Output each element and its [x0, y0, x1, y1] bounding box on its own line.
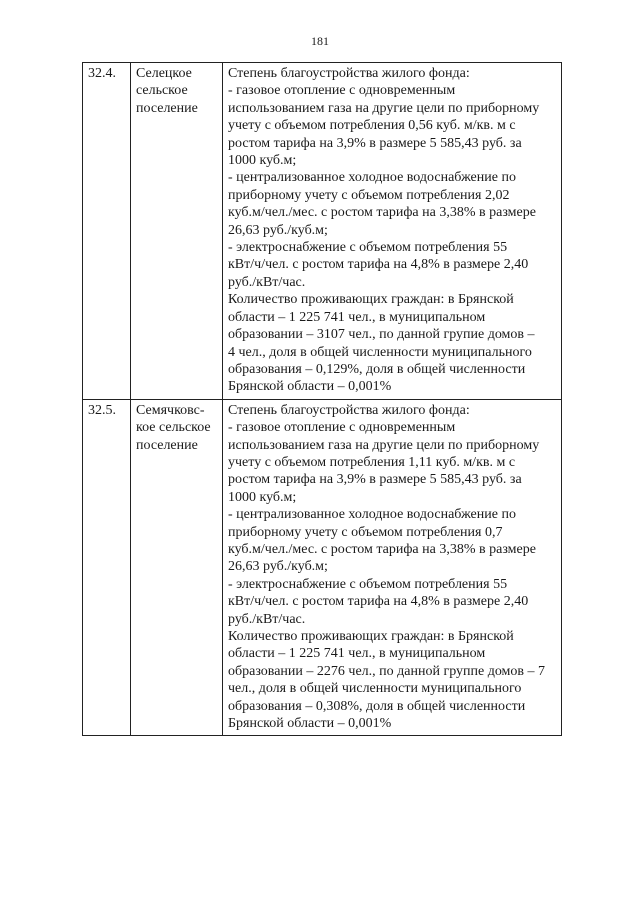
description-line: ростом тарифа на 3,9% в размере 5 585,43 руб. за	[228, 472, 522, 488]
description-line: кВт/ч/чел. с ростом тарифа на 4,8% в размере 2,40	[228, 594, 529, 610]
settlements-table	[82, 62, 562, 736]
description-line: области – 1 225 741 чел., в муниципальном	[228, 309, 486, 325]
row-number: 32.5.	[88, 402, 116, 418]
description-line: области – 1 225 741 чел., в муниципальном	[228, 646, 486, 662]
description-line: - газовое отопление с одновременным	[228, 83, 456, 99]
description-line: 26,63 руб./куб.м;	[228, 222, 328, 238]
settlement-name-line: поселение	[136, 100, 198, 116]
description-line: куб.м/чел./мес. с ростом тарифа на 3,38% в размере	[228, 205, 536, 221]
row-number-cell	[83, 63, 131, 400]
settlement-name-cell	[131, 63, 223, 400]
settlement-name-line: Селецкое	[136, 66, 192, 81]
description-line: Брянской области – 0,001%	[228, 379, 392, 395]
settlement-name-line: сельское	[136, 83, 188, 99]
description-line: образовании – 2276 чел., по данной группе домов – 7	[228, 663, 546, 679]
description-line: Количество проживающих граждан: в Брянской	[228, 292, 514, 308]
description-line: 1000 куб.м;	[228, 489, 297, 505]
description-line: 1000 куб.м;	[228, 153, 297, 169]
description-line: кВт/ч/чел. с ростом тарифа на 4,8% в размере 2,40	[228, 257, 529, 273]
description-line: 26,63 руб./куб.м;	[228, 559, 328, 575]
description-line: образования – 0,129%, доля в общей численности	[228, 361, 526, 377]
description-line: приборному учету с объемом потребления 2,02	[228, 187, 510, 203]
description-line: 4 чел., доля в общей численности муниципального	[228, 344, 532, 360]
description-line: использованием газа на другие цели по приборному	[228, 437, 540, 453]
description-line: чел., доля в общей численности муниципального	[228, 681, 522, 697]
description-line: руб./кВт/час.	[228, 611, 306, 627]
row-number-cell	[83, 399, 131, 736]
description-line: приборному учету с объемом потребления 0,7	[228, 524, 503, 540]
settlement-name-line: Семячковс-	[136, 402, 205, 418]
table-row	[83, 63, 562, 400]
page-number: 181	[311, 34, 329, 48]
description-line: Брянской области – 0,001%	[228, 716, 392, 732]
description-line: - газовое отопление с одновременным	[228, 420, 456, 436]
description-line: куб.м/чел./мес. с ростом тарифа на 3,38% в размере	[228, 541, 536, 557]
row-number: 32.4.	[88, 66, 116, 81]
table-row	[83, 399, 562, 736]
table-body	[83, 63, 562, 736]
settlement-name-line: поселение	[136, 437, 198, 453]
description-line: образовании – 3107 чел., по данной групие домов –	[228, 327, 535, 343]
description-line: - централизованное холодное водоснабжение по	[228, 170, 516, 186]
settlement-name-line: кое сельское	[136, 420, 211, 436]
description-line: учету с объемом потребления 1,11 куб. м/кв. м с	[228, 454, 516, 470]
housing-description-cell	[223, 63, 562, 400]
description-line: ростом тарифа на 3,9% в размере 5 585,43 руб. за	[228, 135, 522, 151]
description-line: руб./кВт/час.	[228, 274, 306, 290]
description-line: - электроснабжение с объемом потребления 55	[228, 240, 508, 256]
description-line: - электроснабжение с объемом потребления 55	[228, 576, 508, 592]
description-line: - централизованное холодное водоснабжение по	[228, 507, 516, 523]
description-line: Степень благоустройства жилого фонда:	[228, 66, 470, 81]
housing-description-cell	[223, 399, 562, 736]
description-line: образования – 0,308%, доля в общей численности	[228, 698, 526, 714]
settlement-name-cell	[131, 399, 223, 736]
description-line: использованием газа на другие цели по приборному	[228, 100, 540, 116]
description-line: Степень благоустройства жилого фонда:	[228, 402, 470, 418]
description-line: Количество проживающих граждан: в Брянской	[228, 629, 514, 644]
description-line: учету с объемом потребления 0,56 куб. м/кв. м с	[228, 118, 516, 134]
